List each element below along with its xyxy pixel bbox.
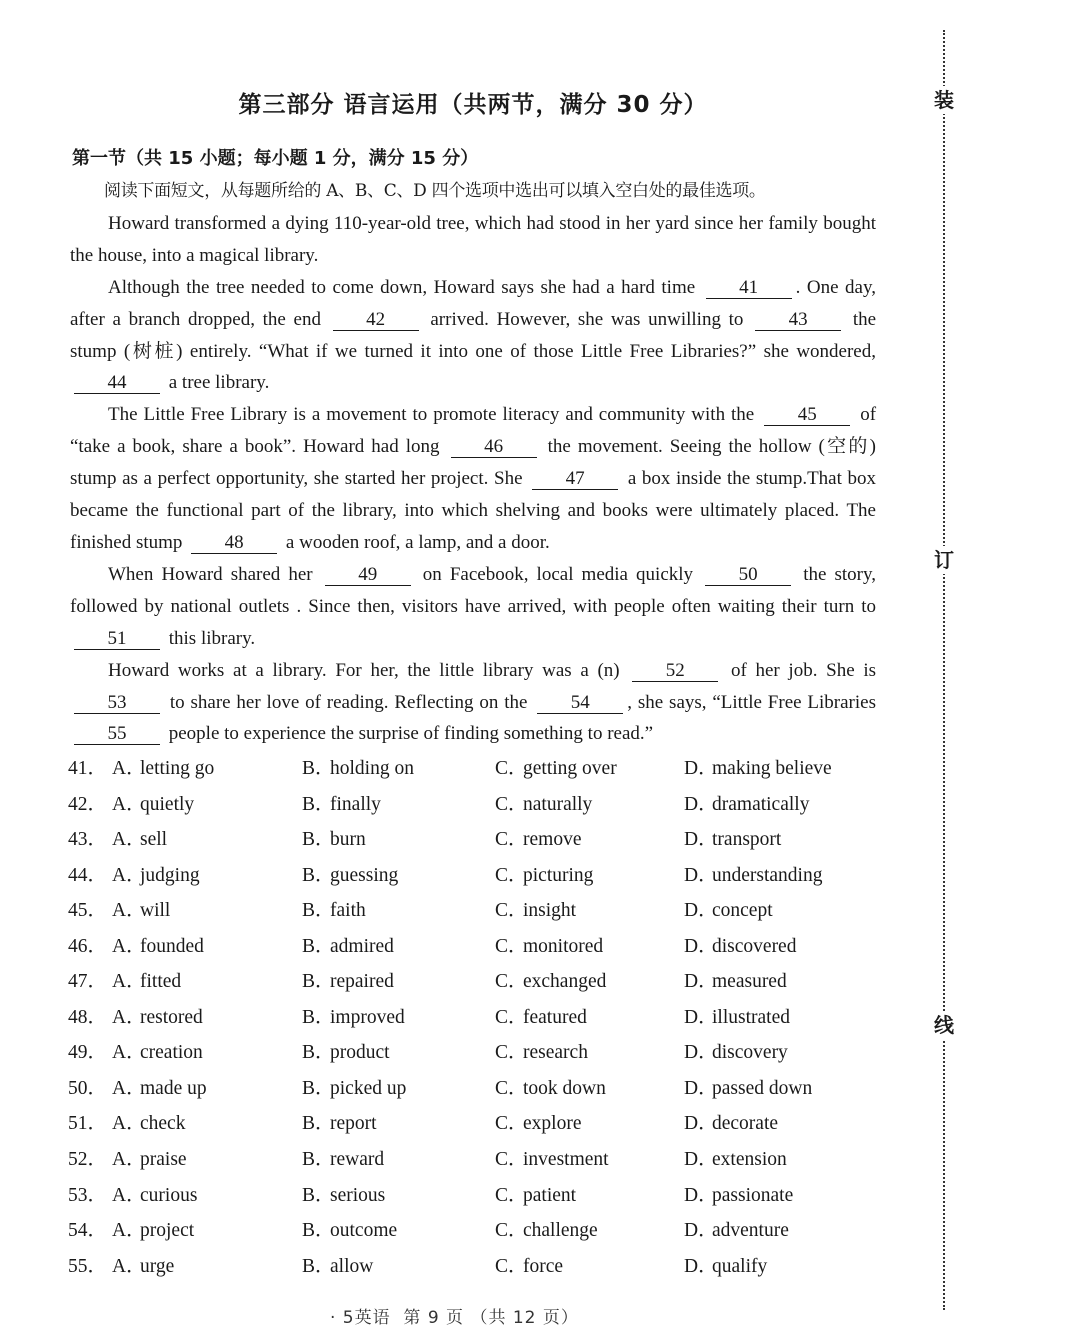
question-number: 51． [68,1113,108,1135]
option-text: finally [330,793,381,815]
option-letter: D． [684,1184,718,1206]
option-text: project [140,1220,195,1242]
option-letter: B． [302,864,335,886]
option-letter: D． [684,1006,718,1028]
option-letter: D． [684,829,718,851]
option-text: decorate [712,1113,779,1135]
question-number: 43． [68,829,108,851]
option-text: will [140,900,171,922]
option-text: adventure [712,1220,789,1242]
blank-51: 51 [74,629,160,650]
option-a [112,1146,187,1174]
option-text: creation [140,1042,203,1064]
option-text: force [523,1255,564,1277]
option-letter: B． [302,758,335,779]
option-text: understanding [712,864,823,886]
option-c [495,1182,576,1210]
option-text: founded [140,935,204,957]
passage-text: Although the tree needed to come down, Howard says she had a hard time [108,276,696,298]
option-text: repaired [330,971,394,993]
option-letter: C． [495,1149,528,1171]
question-row [68,1146,878,1182]
option-text: qualify [712,1255,768,1277]
option-letter: A． [112,1220,146,1242]
question-row [68,1075,878,1111]
option-b [302,1253,373,1281]
option-text: transport [712,829,782,851]
cloze-passage [70,176,876,750]
option-letter: A． [112,1042,146,1064]
option-letter: C． [495,1220,528,1242]
option-a [112,1253,174,1281]
blank-54: 54 [537,693,623,714]
option-text: holding on [330,758,414,779]
option-text: restored [140,1006,203,1028]
option-text: passed down [712,1077,813,1099]
option-b [302,826,366,854]
option-b [302,1217,397,1245]
option-letter: C． [495,758,528,779]
option-letter: B． [302,829,335,851]
passage-text: to share her love of reading. Reflecting on the [169,691,528,713]
blank-47: 47 [532,469,618,490]
option-letter: A． [112,1255,146,1277]
question-row [68,826,878,862]
option-text: allow [330,1255,374,1277]
option-a [112,1110,185,1138]
option-letter: A． [112,1184,146,1206]
option-text: discovered [712,935,797,957]
option-c [495,1146,609,1174]
option-c [495,862,593,890]
option-a [112,755,214,783]
option-letter: A． [112,758,146,779]
option-text: remove [523,829,582,851]
option-letter: D． [684,758,718,779]
option-letter: B． [302,1006,335,1028]
option-c [495,1004,587,1032]
option-letter: B． [302,971,335,993]
binding-mark-zhuang: 装 [930,86,958,114]
option-text: improved [330,1006,405,1028]
option-letter: D． [684,935,718,957]
option-text: discovery [712,1042,788,1064]
option-c [495,897,576,925]
option-letter: C． [495,935,528,957]
option-a [112,897,170,925]
option-letter: A． [112,971,146,993]
option-text: illustrated [712,1006,790,1028]
binding-mark-xian: 线 [930,1011,958,1039]
option-b [302,1146,384,1174]
option-b [302,897,366,925]
option-letter: C． [495,864,528,886]
option-text: report [330,1113,377,1135]
option-text: guessing [330,864,399,886]
blank-53: 53 [74,693,160,714]
option-d [684,862,822,890]
question-row [68,791,878,827]
option-letter: B． [302,935,335,957]
option-letter: D． [684,1255,718,1277]
option-text: monitored [523,935,604,957]
passage-text: on Facebook, local media quickly [422,563,694,585]
option-a [112,933,204,961]
option-d [684,755,832,783]
option-letter: D． [684,971,718,993]
option-text: check [140,1113,186,1135]
option-c [495,826,581,854]
option-letter: A． [112,864,146,886]
option-text: fitted [140,971,182,993]
option-text: urge [140,1255,175,1277]
blank-50: 50 [705,565,791,586]
blank-48: 48 [191,533,277,554]
option-letter: A． [112,829,146,851]
passage-text: , she says, “Little Free Libraries [627,691,876,713]
passage-text: . One day, after a branch dropped, the end [70,276,877,330]
binding-mark-ding: 订 [930,546,958,574]
question-number: 48． [68,1006,108,1028]
option-c [495,755,617,783]
option-a [112,826,167,854]
passage-text: people to experience the surprise of finding something to read.” [168,723,654,745]
option-text: passionate [712,1184,794,1206]
part-title: 第三部分 语言运用（共两节，满分 30 分） [238,92,708,118]
option-text: outcome [330,1220,398,1242]
option-a [112,1039,203,1067]
option-text: challenge [523,1220,598,1242]
option-letter: C． [495,1113,528,1135]
question-row [68,933,878,969]
option-text: made up [140,1077,207,1099]
option-c [495,933,603,961]
passage-text: The Little Free Library is a movement to promote literacy and community with the [108,404,755,426]
option-text: sell [140,829,168,851]
passage-text: of her job. She is [730,659,877,681]
question-row [68,862,878,898]
question-row [68,1110,878,1146]
blank-41: 41 [706,278,792,299]
option-d [684,791,809,819]
option-d [684,1146,787,1174]
question-number: 50． [68,1077,108,1099]
option-letter: B． [302,900,335,922]
instructions: 阅读下面短文，从每题所给的 A、B、C、D 四个选项中选出可以填入空白处的最佳选项。 [104,181,766,201]
option-b [302,755,414,783]
option-a [112,1217,194,1245]
option-text: getting over [523,758,617,779]
option-text: burn [330,829,366,851]
option-letter: B． [302,1255,335,1277]
option-b [302,1182,385,1210]
option-letter: C． [495,1077,528,1099]
option-d [684,1075,812,1103]
passage-text: this library. [168,627,256,649]
section-title: 第一节（共 15 小题；每小题 1 分，满分 15 分） [72,148,479,169]
option-letter: A． [112,1077,146,1099]
option-a [112,1075,207,1103]
passage-text: the story, followed by national outlets . Since then, visitors have arrived, with people often waiting their turn to [70,563,877,617]
option-a [112,791,194,819]
option-letter: B． [302,1042,335,1064]
option-text: curious [140,1184,198,1206]
option-letter: A． [112,935,146,957]
option-text: took down [523,1077,606,1099]
paragraph-3 [70,399,876,559]
option-letter: B． [302,1220,335,1242]
option-text: concept [712,900,773,922]
option-text: research [523,1042,588,1064]
option-text: explore [523,1113,582,1135]
blank-43: 43 [755,310,841,331]
option-d [684,826,781,854]
passage-text: a wooden roof, a lamp, and a door. [285,531,550,553]
option-text: investment [523,1149,609,1171]
option-a [112,968,181,996]
option-text: insight [523,900,577,922]
option-text: praise [140,1149,187,1171]
option-c [495,1075,606,1103]
question-row [68,1004,878,1040]
passage-text: Howard works at a library. For her, the little library was a (n) [108,659,620,681]
option-letter: C． [495,1184,528,1206]
option-c [495,1253,563,1281]
option-text: serious [330,1184,386,1206]
passage-text: a box inside the stump.That box became the functional part of the library, into which shelving and books were ultimately placed. The finished stump [70,468,877,553]
question-row [68,1217,878,1253]
page-footer: · 5英语 第 9 页 （共 12 页） [330,1308,579,1328]
blank-46: 46 [451,437,537,458]
option-d [684,1110,778,1138]
question-number: 53． [68,1184,108,1206]
option-letter: D． [684,1113,718,1135]
option-letter: A． [112,793,146,815]
question-number: 46． [68,935,108,957]
question-row [68,1253,878,1289]
option-letter: D． [684,1149,718,1171]
passage-text: Howard transformed a dying 110-year-old tree, which had stood in her yard since her family bought the house, into a magical library. [70,212,876,266]
paragraph-4 [70,559,876,655]
option-letter: B． [302,1077,335,1099]
option-letter: D． [684,1220,718,1242]
option-text: quietly [140,793,195,815]
option-b [302,968,394,996]
option-text: product [330,1042,390,1064]
question-row [68,1182,878,1218]
question-number: 49． [68,1042,108,1064]
paragraph-5 [70,655,876,751]
option-letter: C． [495,971,528,993]
option-text: judging [140,864,200,886]
option-b [302,1004,405,1032]
passage-text: the stump (树桩) entirely. “What if we turned it into one of those Little Free Libraries?” she wondered, [70,308,877,362]
blank-55: 55 [74,724,160,745]
option-b [302,1075,406,1103]
option-c [495,1217,598,1245]
option-a [112,862,200,890]
option-text: exchanged [523,971,607,993]
passage-text: a tree library. [168,372,270,394]
option-d [684,1039,788,1067]
option-c [495,968,606,996]
option-letter: C． [495,829,528,851]
option-a [112,1004,203,1032]
question-number: 55． [68,1255,108,1277]
option-text: naturally [523,793,593,815]
option-text: measured [712,971,787,993]
option-d [684,1217,789,1245]
question-row [68,897,878,933]
question-number: 45． [68,900,108,922]
option-c [495,1110,581,1138]
option-d [684,1004,790,1032]
option-letter: A． [112,1006,146,1028]
option-text: patient [523,1184,577,1206]
option-a [112,1182,197,1210]
option-d [684,1182,793,1210]
option-letter: D． [684,793,718,815]
passage-text: When Howard shared her [108,563,313,585]
blank-44: 44 [74,373,160,394]
option-letter: A． [112,900,146,922]
option-letter: B． [302,1113,335,1135]
option-b [302,1039,390,1067]
option-text: picturing [523,864,594,886]
question-number: 47． [68,971,108,993]
blank-45: 45 [764,405,850,426]
option-d [684,968,787,996]
option-letter: B． [302,793,335,815]
option-text: picked up [330,1077,407,1099]
option-b [302,1110,377,1138]
options-list [68,755,878,1288]
option-b [302,791,381,819]
option-letter: B． [302,1149,335,1171]
option-text: admired [330,935,394,957]
option-letter: D． [684,900,718,922]
question-row [68,1039,878,1075]
blank-52: 52 [632,661,718,682]
option-letter: D． [684,1042,718,1064]
question-number: 54． [68,1220,108,1242]
question-number: 42． [68,793,108,815]
option-b [302,933,394,961]
question-number: 52． [68,1149,108,1171]
paragraph-2 [70,272,876,400]
option-c [495,1039,588,1067]
passage-text: of “take a book, share a book”. Howard had long [70,404,877,458]
option-text: letting go [140,758,215,779]
option-letter: C． [495,1006,528,1028]
option-b [302,862,398,890]
option-text: faith [330,900,366,922]
option-letter: C． [495,900,528,922]
paragraph-1 [70,208,876,272]
option-letter: C． [495,793,528,815]
option-text: featured [523,1006,587,1028]
option-letter: C． [495,1042,528,1064]
option-c [495,791,592,819]
blank-49: 49 [325,565,411,586]
question-number: 41． [68,758,108,779]
option-d [684,1253,767,1281]
question-row [68,968,878,1004]
question-row [68,755,878,791]
option-letter: C． [495,1255,528,1277]
binding-line [943,30,945,1310]
option-letter: A． [112,1149,146,1171]
option-letter: D． [684,864,718,886]
passage-text: the movement. Seeing the hollow (空的) stump as a perfect opportunity, she started her project. She [70,436,877,490]
option-d [684,933,796,961]
option-letter: A． [112,1113,146,1135]
option-text: making believe [712,758,832,779]
option-text: reward [330,1149,385,1171]
option-letter: D． [684,1077,718,1099]
option-text: dramatically [712,793,810,815]
option-d [684,897,773,925]
blank-42: 42 [333,310,419,331]
passage-text: arrived. However, she was unwilling to [430,308,744,330]
question-number: 44． [68,864,108,886]
option-letter: B． [302,1184,335,1206]
option-text: extension [712,1149,787,1171]
